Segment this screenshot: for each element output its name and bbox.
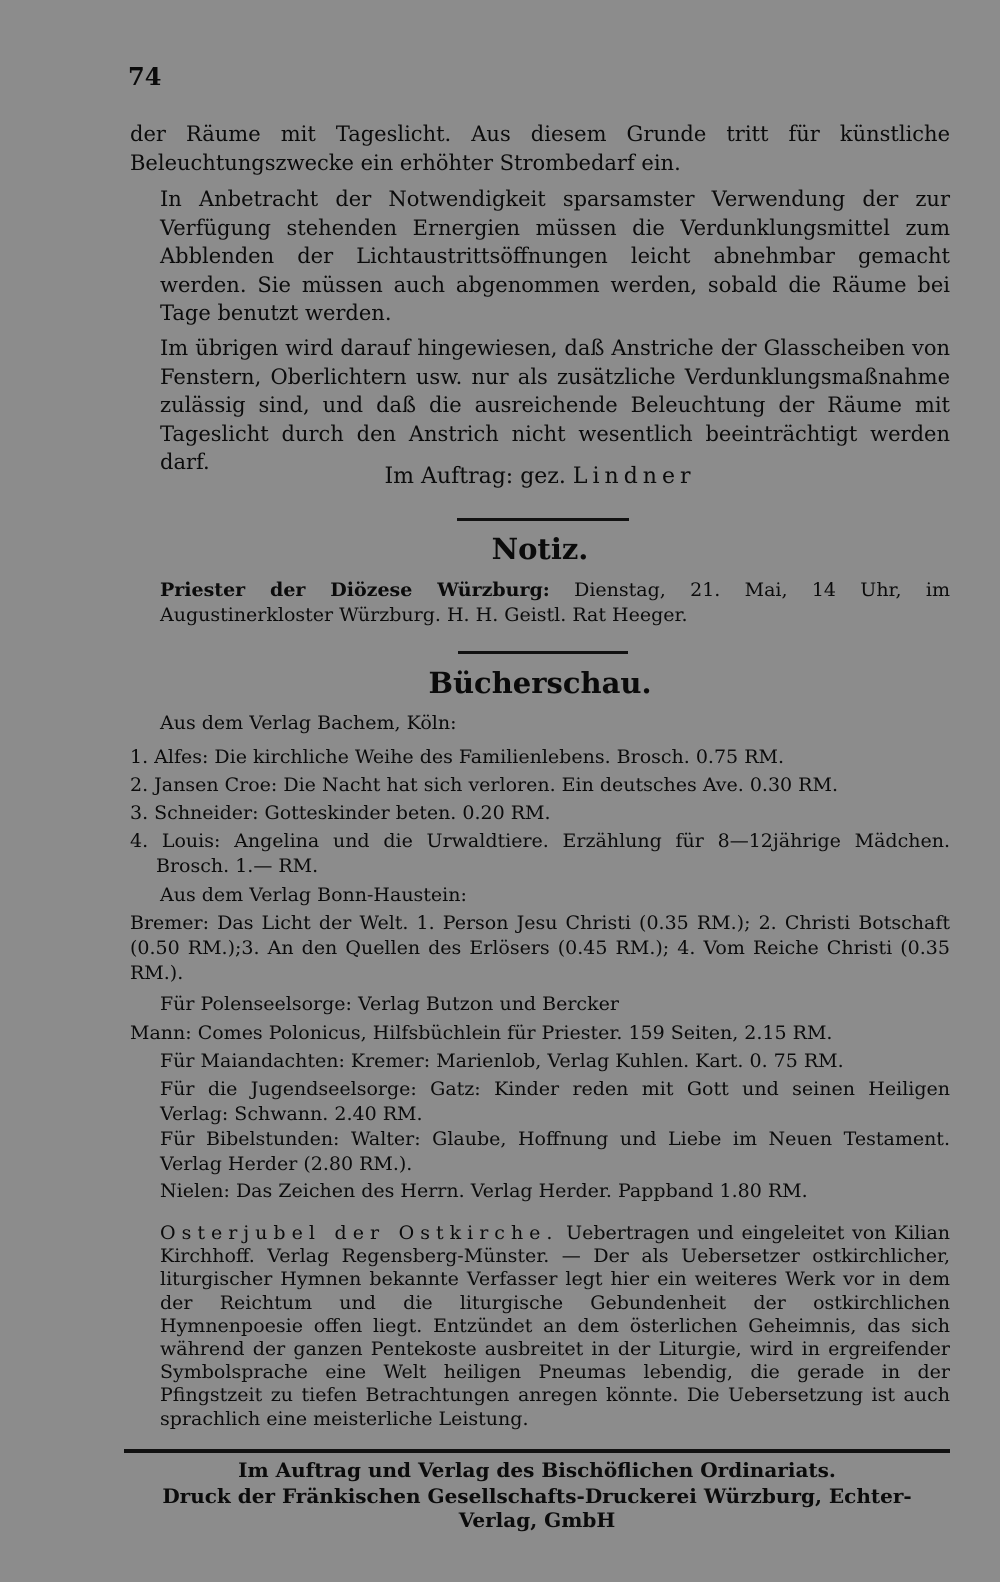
buecherschau-heading: Bücherschau.: [428, 666, 652, 700]
signature-prefix: Im Auftrag: gez.: [384, 464, 566, 489]
paragraph-window-paint: Im übrigen wird darauf hingewiesen, daß Anstriche der Glasscheiben von Fenstern, Oberlichtern usw. nur als zusätzliche Verdunklungsmaßnahme zulässig sind, und daß die ausreichende Beleuchtung der Räume mit Tageslicht durch den Anstrich nicht wesentlich beeinträchtigt werden darf.: [160, 336, 950, 474]
paragraph-daylight: der Räume mit Tageslicht. Aus diesem Grunde tritt für künstliche Beleuchtungszwecke ein erhöhter Strombedarf ein.: [130, 122, 950, 175]
page-number: 74: [128, 62, 162, 91]
book-list-item: 2. Jansen Croe: Die Nacht hat sich verloren. Ein deutsches Ave. 0.30 RM.: [130, 774, 838, 796]
section-divider: [458, 651, 628, 654]
osterjubel-body: Uebertragen und eingeleitet von Kilian Kirchhoff. Verlag Regensberg-Münster. — Der als Uebersetzer ostkirchlicher, liturgischer Hymnen bekannte Verfasser legt hier ein weiteres Werk vor in dem der Reichtum und die liturgische Gebundenheit der ostkirchlichen Hymnenpoesie offen liegt. Entzündet an dem österlichen Geheimnis, das sich während der ganzen Pentekoste ausbreitet in der Liturgie, wird in ergreifender Symbolsprache eine Welt heiligen Pneumas lebendig, die gerade in der Pfingstzeit zu tiefen Betrachtungen anregen könnte. Die Uebersetzung ist auch sprachlich eine meisterliche Leistung.: [160, 1222, 951, 1430]
footer-printer: Druck der Fränkischen Gesellschafts-Druckerei Würzburg, Echter-Verlag, GmbH: [162, 1484, 912, 1532]
book-list-item: 4. Louis: Angelina und die Urwaldtiere. Erzählung für 8—12jährige Mädchen. Brosch. 1.— RM.: [130, 830, 950, 877]
notiz-heading: Notiz.: [491, 532, 589, 566]
book-entry-bibel: Für Bibelstunden: Walter: Glaube, Hoffnung und Liebe im Neuen Testament. Verlag Herder (2.80 RM.).: [160, 1128, 950, 1175]
osterjubel-review: [130, 1222, 950, 1431]
section-divider: [457, 518, 629, 521]
osterjubel-title: Osterjubel der Ostkirche.: [160, 1222, 559, 1244]
notiz-lead: Priester der Diözese Würzburg:: [160, 579, 550, 601]
book-list-item: 3. Schneider: Gotteskinder beten. 0.20 RM.: [130, 802, 551, 824]
paragraph-removable-blackout: In Anbetracht der Notwendigkeit sparsamster Verwendung der zur Verfügung stehenden Ernergien müssen die Verdunklungsmittel zum Abblenden der Lichtaustrittsöffnungen leicht abnehmbar gemacht werden. Sie müssen auch abgenommen werden, sobald die Räume bei Tage benutzt werden.: [160, 187, 950, 325]
publisher-header-bachem: Aus dem Verlag Bachem, Köln:: [160, 712, 457, 734]
notiz-body: Dienstag, 21. Mai, 14 Uhr, im Augustinerkloster Würzburg. H. H. Geistl. Rat Heeger.: [160, 579, 950, 626]
book-entry-nielen: Nielen: Das Zeichen des Herrn. Verlag Herder. Pappband 1.80 RM.: [160, 1180, 808, 1202]
book-entry-bremer: Bremer: Das Licht der Welt. 1. Person Jesu Christi (0.35 RM.); 2. Christi Botschaft (0.50 RM.);3. An den Quellen des Erlösers (0.45 RM.); 4. Vom Reiche Christi (0.35 RM.).: [130, 912, 950, 984]
footer-publisher: Im Auftrag und Verlag des Bischöflichen Ordinariats.: [238, 1458, 836, 1482]
footer-divider: [124, 1449, 950, 1453]
book-list-item: 1. Alfes: Die kirchliche Weihe des Familienlebens. Brosch. 0.75 RM.: [130, 746, 784, 768]
publisher-header-polen: Für Polenseelsorge: Verlag Butzon und Bercker: [160, 993, 619, 1015]
publisher-header-bonn: Aus dem Verlag Bonn-Haustein:: [160, 884, 467, 906]
notiz-text: [130, 578, 950, 628]
signature-line: [130, 464, 950, 489]
signature-name: Lindner: [572, 464, 696, 489]
book-entry-maiandachten: Für Maiandachten: Kremer: Marienlob, Verlag Kuhlen. Kart. 0. 75 RM.: [160, 1050, 844, 1072]
book-entry-jugend: Für die Jugendseelsorge: Gatz: Kinder reden mit Gott und seinen Heiligen Verlag: Schwann. 2.40 RM.: [160, 1078, 950, 1125]
book-entry-mann: Mann: Comes Polonicus, Hilfsbüchlein für Priester. 159 Seiten, 2.15 RM.: [130, 1022, 833, 1044]
